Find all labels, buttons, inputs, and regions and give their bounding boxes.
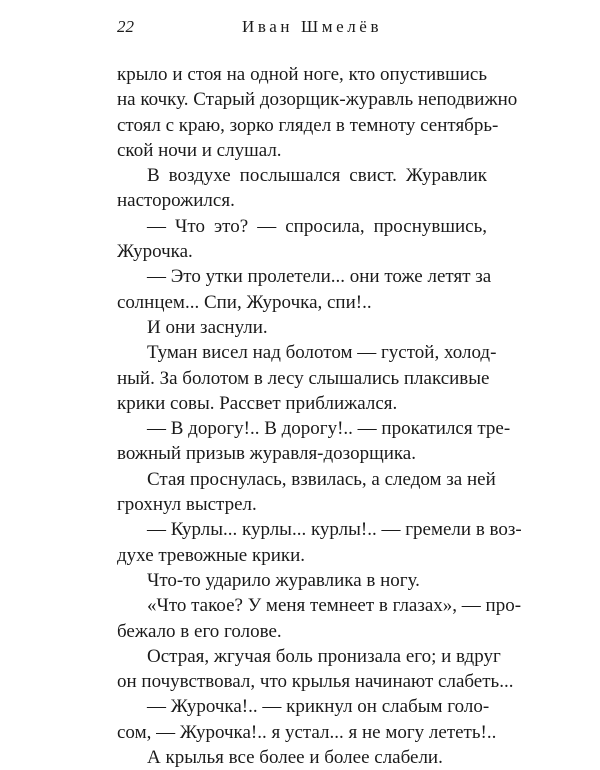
body-text: [117, 62, 522, 770]
text-line: Стая проснулась, взвилась, а следом за ней: [147, 468, 496, 490]
text-line: ный. За болотом в лесу слышались плаксивые: [117, 367, 490, 389]
text-line: крыло и стоя на одной ноге, кто опустившись: [117, 64, 487, 85]
text-line: на кочку. Старый дозорщик-журавль неподвижно: [117, 89, 518, 111]
text-line: В воздухе послышался свист. Журавлик: [147, 165, 487, 187]
text-line: — В дорогу!.. В дорогу!.. — прокатился тре-: [147, 418, 511, 440]
page-number: 22: [117, 17, 134, 36]
text-line: — Курлы... курлы... курлы!.. — гремели в воз-: [147, 519, 522, 541]
text-line: насторожился.: [117, 190, 235, 212]
text-line: — Что это? — спросила, проснувшись,: [147, 215, 487, 237]
text-line: Что-то ударило журавлика в ногу.: [147, 569, 420, 591]
text-line: Острая, жгучая боль пронизала его; и вдруг: [147, 645, 501, 667]
text-line: сом, — Журочка!.. я устал... я не могу лететь!..: [117, 721, 497, 743]
text-line: — Журочка!.. — крикнул он слабым голо-: [147, 696, 490, 718]
page-header: [117, 12, 487, 42]
text-line: — Это утки пролетели... они тоже летят за: [147, 266, 492, 288]
text-line: «Что такое? У меня темнеет в глазах», — про-: [147, 595, 522, 617]
text-line: грохнул выстрел.: [117, 494, 257, 516]
text-line: крики совы. Рассвет приближался.: [117, 392, 398, 414]
text-line: Туман висел над болотом — густой, холод-: [147, 342, 497, 364]
text-line: вожный призыв журавля-дозорщика.: [117, 443, 416, 465]
text-line: духе тревожные крики.: [117, 544, 306, 566]
text-line: И они заснули.: [147, 316, 268, 338]
text-line: Журочка.: [117, 241, 193, 263]
text-line: ской ночи и слушал.: [117, 139, 282, 161]
text-line: солнцем... Спи, Журочка, спи!..: [117, 291, 372, 313]
text-line: бежало в его голове.: [117, 620, 282, 642]
text-line: стоял с краю, зорко глядел в темноту сентябрь-: [117, 114, 499, 136]
running-head-author: Иван Шмелёв: [242, 17, 383, 36]
text-line: А крылья все более и более слабели.: [147, 747, 443, 769]
text-line: он почувствовал, что крылья начинают слабеть...: [117, 671, 514, 693]
